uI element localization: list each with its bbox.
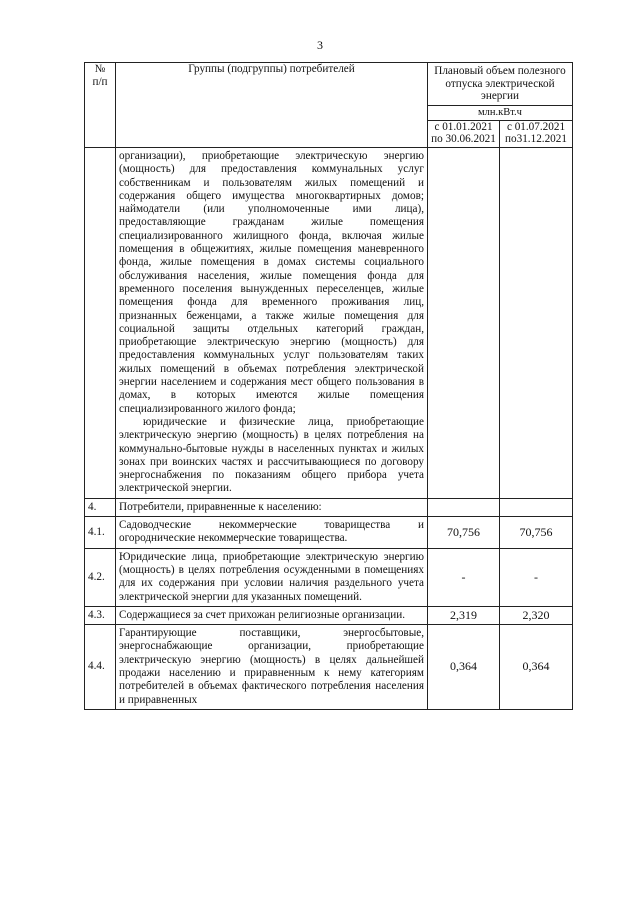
row-value-2: 2,320 xyxy=(500,606,573,624)
row-num: 4. xyxy=(85,498,116,516)
row-value-1: - xyxy=(428,548,500,606)
table-row-4-4 xyxy=(85,625,573,710)
row-num: 4.4. xyxy=(85,625,116,710)
row-value-2: 70,756 xyxy=(500,517,573,549)
row-num: 4.2. xyxy=(85,548,116,606)
row-num: 4.3. xyxy=(85,606,116,624)
table-row-continuation xyxy=(85,148,573,499)
table-row-4-3 xyxy=(85,606,573,624)
row-text: Юридические лица, приобретающие электрическую энергию (мощность) в целях потребления осужденными в помещениях для их содержания при условии наличия раздельного учета электрической энергии для указанных помещений. xyxy=(116,548,428,606)
row-num-cell xyxy=(85,148,116,499)
row-value-1: 70,756 xyxy=(428,517,500,549)
table-row-4-2 xyxy=(85,548,573,606)
row-value-1: 2,319 xyxy=(428,606,500,624)
continuation-para-2: юридические и физические лица, приобретающие электрическую энергию (мощность) в целях потребления на коммунально-бытовые нужды в населенных пунктах и жилых зонах при воинских частях и рассчитывающиеся по договору энергоснабжения по показаниям общего прибора учета электрической энергии. xyxy=(119,415,424,495)
row-num: 4.1. xyxy=(85,517,116,549)
consumption-table xyxy=(84,62,573,710)
row-text: Гарантирующие поставщики, энергосбытовые, энергоснабжающие организации, приобретающие электрическую энергию (мощность) в целях дальнейшей продажи населению и приравненным к нему категориям потребителей в объемах фактического потребления населения и приравненных xyxy=(116,625,428,710)
row-value-2: - xyxy=(500,548,573,606)
header-period-2: с 01.07.2021 по31.12.2021 xyxy=(500,121,573,148)
row-value-1 xyxy=(428,498,500,516)
row-value-1: 0,364 xyxy=(428,625,500,710)
header-row xyxy=(85,63,573,106)
continuation-cell xyxy=(116,148,428,499)
row-value-2 xyxy=(500,498,573,516)
table-row-4-1 xyxy=(85,517,573,549)
table-row-4 xyxy=(85,498,573,516)
value-cell xyxy=(500,148,573,499)
header-group: Группы (подгруппы) потребителей xyxy=(116,63,428,148)
header-num: № п/п xyxy=(85,63,116,148)
header-volume: Плановый объем полезного отпуска электрической энергии xyxy=(428,63,573,106)
row-value-2: 0,364 xyxy=(500,625,573,710)
row-text: Садоводческие некоммерческие товарищества и огороднические некоммерческие товарищества. xyxy=(116,517,428,549)
page-number: 3 xyxy=(317,38,323,52)
header-unit: млн.кВт.ч xyxy=(428,106,573,121)
value-cell xyxy=(428,148,500,499)
header-period-1: с 01.01.2021 по 30.06.2021 xyxy=(428,121,500,148)
continuation-para-1: организации), приобретающие электрическую энергию (мощность) для предоставления коммунальных услуг собственникам и пользователям жилых помещений и содержания общего имущества многоквартирных домов; наймодатели (или уполномоченные ими лица), предоставляющие гражданам жилые помещения специализированного жилищного фонда, включая жилые помещения в общежитиях, жилые помещения маневренного фонда, жилые помещения в домах системы социального обслуживания населения, жилые помещения фонда для временного поселения вынужденных переселенцев, жилые помещения фонда для временного проживания лиц, признанных беженцами, а также жилые помещения для социальной защиты отдельных категорий граждан, приобретающие электрическую энергию (мощность) для предоставления коммунальных услуг пользователям таких жилых помещений в объемах потребления электрической энергии населением и содержания мест общего пользования в домах, в которых имеются жилые помещения специализированного жилого фонда; xyxy=(119,150,424,415)
row-text: Потребители, приравненные к населению: xyxy=(116,498,428,516)
row-text: Содержащиеся за счет прихожан религиозные организации. xyxy=(116,606,428,624)
